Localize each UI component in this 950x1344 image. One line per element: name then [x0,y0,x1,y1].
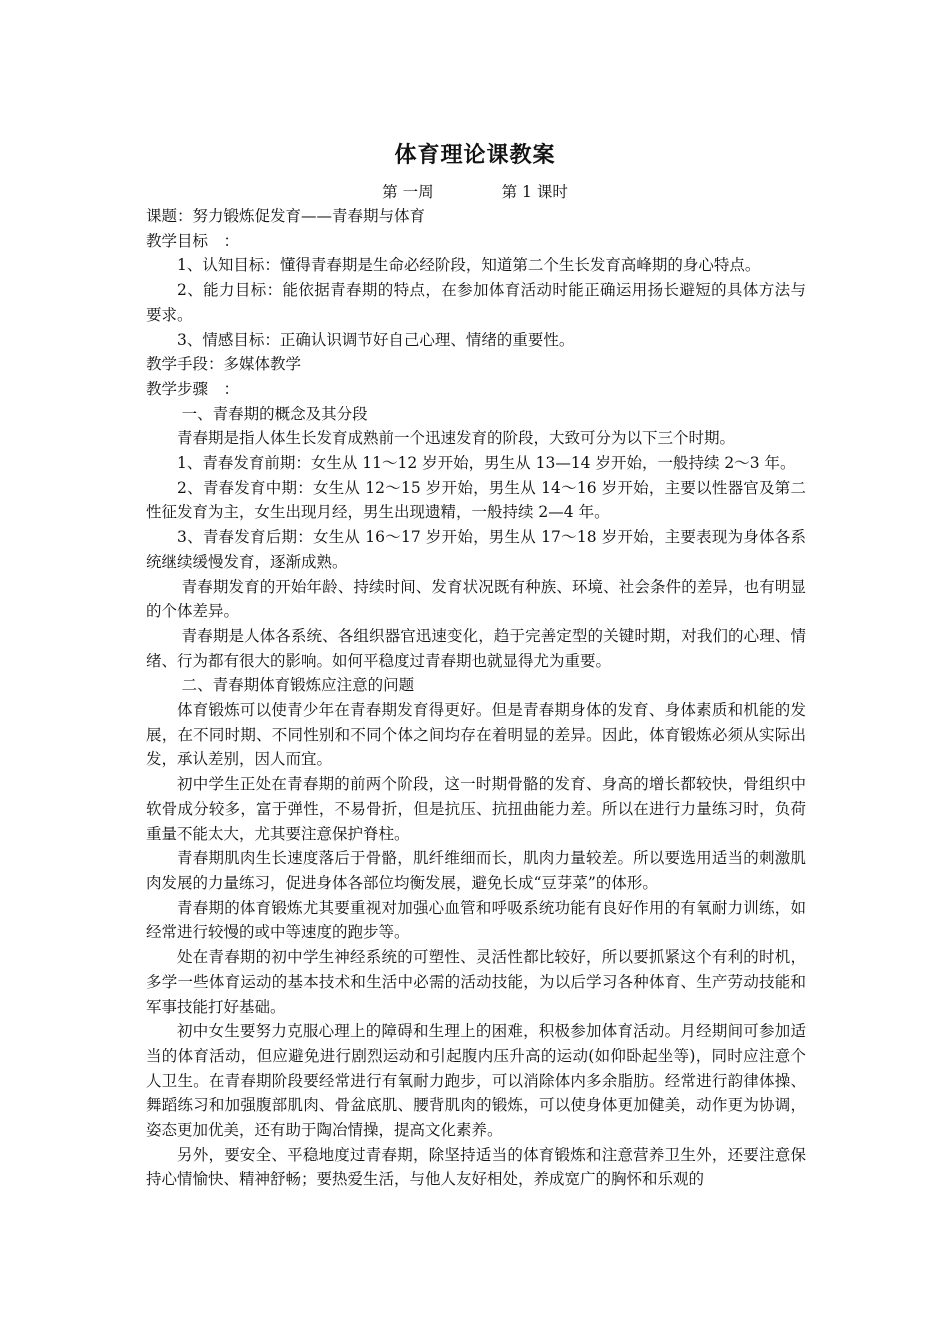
section-heading: 一、青春期的概念及其分段 [181,404,368,423]
paragraph: 初中学生正处在青春期的前两个阶段，这一时期骨骼的发育、身高的增长都较快，骨组织中软骨成分较多，富于弹性，不易骨折，但是抗压、抗扭曲能力差。所以在进行力量练习时，负荷重量不能太大，尤其要注意保护脊柱。 [146,775,806,843]
steps-heading: 教学步骤 ： [146,379,240,398]
paragraph: 另外，要安全、平稳地度过青春期，除坚持适当的体育锻炼和注意营养卫生外，还要注意保持心情愉快、精神舒畅；要热爱生活，与他人友好相处，养成宽广的胸怀和乐观的 [146,1145,806,1189]
lesson-meta [0,180,950,202]
paragraph: 青春期是人体各系统、各组织器官迅速变化，趋于完善定型的关键时期，对我们的心理、情绪、行为都有很大的影响。如何平稳度过青春期也就显得尤为重要。 [146,626,806,670]
paragraph: 初中女生要努力克服心理上的障碍和生理上的困难，积极参加体育活动。月经期间可参加适当的体育活动，但应避免进行剧烈运动和引起腹内压升高的运动(如仰卧起坐等)，同时应注意个人卫生。在青春期阶段要经常进行有氧耐力跑步，可以消除体内多余脂肪。经常进行韵律体操、舞蹈练习和加强腹部肌肉、骨盆底肌、腰背肌肉的锻炼，可以使身体更加健美，动作更为协调，姿态更加优美，还有助于陶冶情操，提高文化素养。 [146,1022,806,1140]
objective-item: 3、情感目标：正确认识调节好自己心理、情绪的重要性。 [177,330,575,349]
objective-item: 2、能力目标：能依据青春期的特点，在参加体育活动时能正确运用扬长避短的具体方法与要求。 [146,281,806,324]
paragraph: 青春期的体育锻炼尤其要重视对加强心血管和呼吸系统功能有良好作用的有氧耐力训练，如经常进行较慢的或中等速度的跑步等。 [146,898,806,942]
paragraph: 2、青春发育中期：女生从 12～15 岁开始，男生从 14～16 岁开始，主要以性器官及第二性征发育为主，女生出现月经，男生出现遗精，一般持续 2—4 年。 [146,478,806,522]
paragraph: 体育锻炼可以使青少年在青春期发育得更好。但是青春期身体的发育、身体素质和机能的发展，在不同时期、不同性别和不同个体之间均存在着明显的差异。因此，体育锻炼必须从实际出发，承认差别，因人而宜。 [146,701,806,769]
period-label: 第 1 课时 [501,183,568,201]
paragraph: 处在青春期的初中学生神经系统的可塑性、灵活性都比较好，所以要抓紧这个有利的时机，多学一些体育运动的基本技术和生活中必需的活动技能，为以后学习各种体育、生产劳动技能和军事技能打好基础。 [146,948,806,1016]
week-label: 第 一周 [382,183,434,201]
section-heading: 二、青春期体育锻炼应注意的问题 [181,676,415,695]
objective-item: 1、认知目标：懂得青春期是生命必经阶段，知道第二个生长发育高峰期的身心特点。 [177,256,761,275]
paragraph: 青春期是指人体生长发育成熟前一个迅速发育的阶段，大致可分为以下三个时期。 [177,429,736,448]
document-body [146,204,806,1192]
paragraph: 青春期发育的开始年龄、持续时间、发育状况既有种族、环境、社会条件的差异，也有明显的个体差异。 [146,577,806,621]
teaching-means: 教学手段：多媒体教学 [146,355,302,374]
paragraph: 3、青春发育后期：女生从 16～17 岁开始，男生从 17～18 岁开始，主要表现为身体各系统继续缓慢发育，逐渐成熟。 [146,528,806,571]
page-title: 体育理论课教案 [394,143,556,168]
objectives-heading: 教学目标 ： [146,231,240,250]
paragraph: 1、青春发育前期：女生从 11～12 岁开始，男生从 13—14 岁开始，一般持续 2～3 年。 [177,454,796,473]
topic-line: 课题：努力锻炼促发育——青春期与体育 [146,207,426,225]
paragraph: 青春期肌肉生长速度落后于骨骼，肌纤维细而长，肌肉力量较差。所以要选用适当的刺激肌肉发展的力量练习，促进身体各部位均衡发展，避免长成“豆芽菜”的体形。 [146,849,806,892]
